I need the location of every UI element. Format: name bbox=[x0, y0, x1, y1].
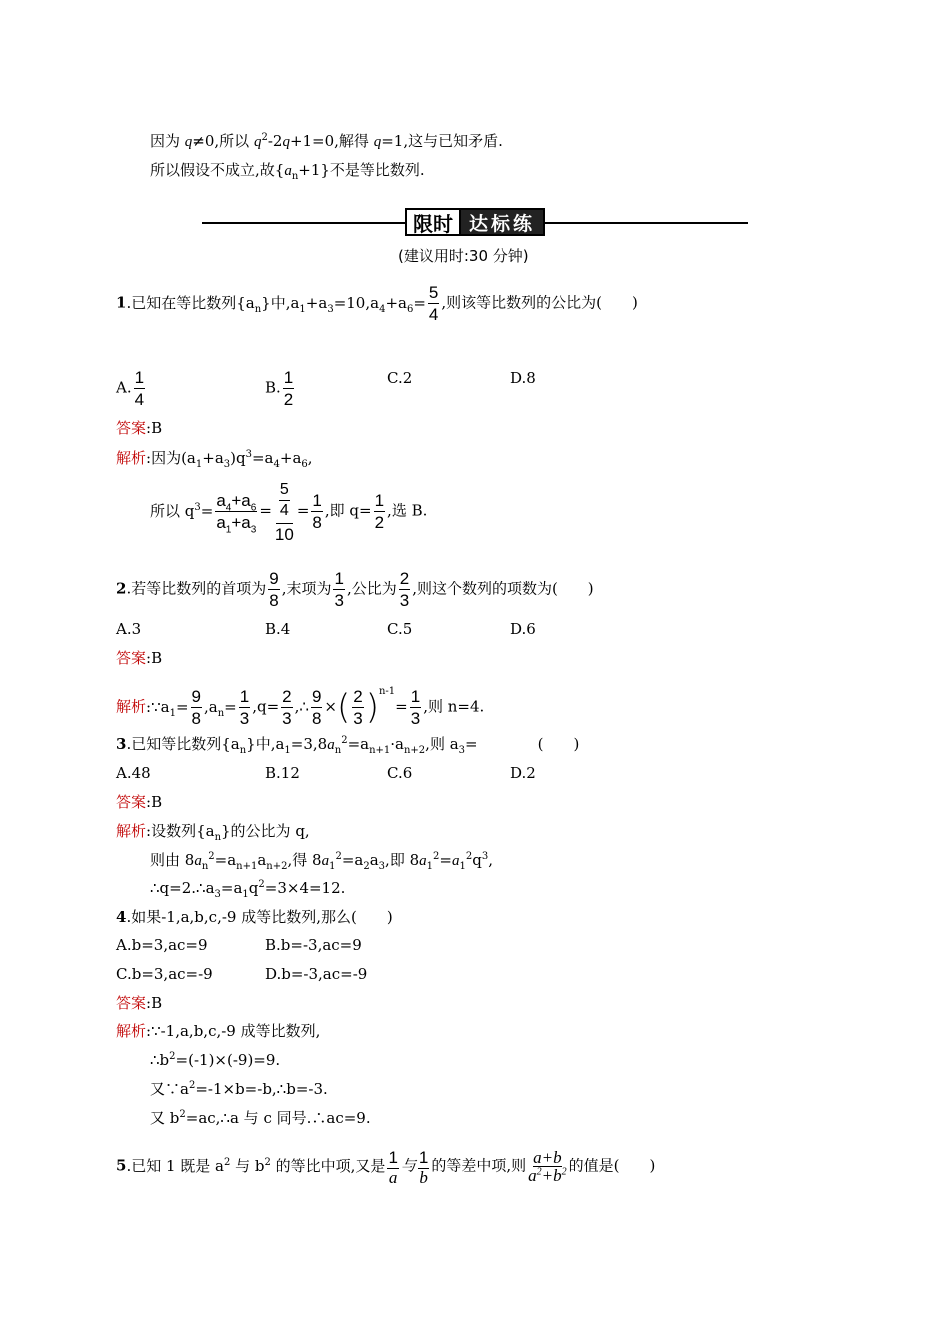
q3-analysis-3: $\therefore q=2.\therefore a_3=a_1q^2=3\times 4=12$. bbox=[150, 879, 346, 900]
question-4: 4.如果-1,a,b,c,-9 成等比数列,那么( ) bbox=[116, 908, 393, 926]
q1-answer: 答案:B bbox=[116, 419, 163, 437]
q4-option-d[interactable]: D.b=-3,ac=-9 bbox=[265, 965, 368, 983]
section-title: 限时 bbox=[405, 208, 459, 236]
question-2: 2.若等比数列的首项为 $\frac{9}{8}$ ,末项为 $\frac{1}{3}$ ,公比为 $\frac{2}{3}$ ,则这个数列的项数为( ) bbox=[116, 569, 594, 610]
q4-analysis-2: $\therefore b^2=(-1)\times(-9)=9$. bbox=[150, 1051, 281, 1069]
q4-analysis-3: 又$\because a^2=-1\times b=-b,\therefore b=-3$. bbox=[150, 1080, 328, 1098]
header-rule-left bbox=[202, 222, 405, 224]
q1-option-d[interactable]: D.8 bbox=[510, 369, 536, 387]
q2-option-d[interactable]: D.6 bbox=[510, 620, 536, 638]
q4-answer: 答案:B bbox=[116, 994, 163, 1012]
section-header bbox=[405, 208, 545, 236]
q4-option-a[interactable]: A.b=3,ac=9 bbox=[116, 936, 208, 954]
q3-option-b[interactable]: B.12 bbox=[265, 764, 300, 782]
q2-option-b[interactable]: B.4 bbox=[265, 620, 291, 638]
q1-analysis: 解析:因为$(a_1+a_3)q^3=a_4+a_6$, bbox=[116, 449, 313, 470]
q1-option-b[interactable]: B. $\frac{1}{2}$ bbox=[265, 368, 294, 409]
section-badge: 达标练 bbox=[459, 208, 545, 236]
proof-line-2: 所以假设不成立,故$\{a_n+1\}$不是等比数列. bbox=[150, 161, 425, 182]
header-rule-right bbox=[545, 222, 748, 224]
q3-analysis-2: 则由 $8a_n^2=a_{n+1}a_{n+2}$,得 $8a_1^2=a_2a_3$,即 $8a_1^2=a_1^2q^3$, bbox=[150, 851, 493, 872]
q4-analysis-1: 解析:∵-1,a,b,c,-9 成等比数列, bbox=[116, 1022, 321, 1040]
q3-option-d[interactable]: D.2 bbox=[510, 764, 536, 782]
q1-frac: $\frac{5}{4}$ bbox=[428, 283, 439, 324]
question-5: 5.已知 1 既是 $a^2$ 与 $b^2$ 的等比中项,又是 $\frac{1}{a}$ 与 $\frac{1}{b}$ 的等差中项,则 $\frac{a+b}{a^2+b^2}$ 的值是( ) bbox=[116, 1148, 656, 1187]
q4-analysis-4: 又 $b^2=ac,\therefore a$ 与 c 同号.∴ac=9. bbox=[150, 1109, 371, 1127]
proof-line-1: 因为 q≠0,所以 $q^2-2q+1=0$,解得 q=1,这与已知矛盾. bbox=[150, 132, 503, 150]
q2-answer: 答案:B bbox=[116, 649, 163, 667]
q1-option-a[interactable]: A. $\frac{1}{4}$ bbox=[116, 368, 145, 409]
q3-analysis-1: 解析:设数列$\{a_n\}$的公比为 q, bbox=[116, 822, 310, 843]
q2-option-a[interactable]: A.3 bbox=[116, 620, 142, 638]
time-hint: (建议用时:30 分钟) bbox=[398, 247, 529, 265]
q4-option-b[interactable]: B.b=-3,ac=9 bbox=[265, 936, 362, 954]
q2-option-c[interactable]: C.5 bbox=[387, 620, 413, 638]
q4-option-c[interactable]: C.b=3,ac=-9 bbox=[116, 965, 213, 983]
q1-option-c[interactable]: C.2 bbox=[387, 369, 413, 387]
q3-option-a[interactable]: A.48 bbox=[116, 764, 151, 782]
q3-option-c[interactable]: C.6 bbox=[387, 764, 413, 782]
q3-answer: 答案:B bbox=[116, 793, 163, 811]
question-3: 3.已知等比数列$\{a_n\}$中$,a_1=3,8a_n^2=a_{n+1}\cdot a_{n+2}$,则 $a_3=$ ( ) bbox=[116, 735, 580, 756]
question-1: 1.已知在等比数列$\{a_n\}$中$,a_1+a_3=10,a_4+a_6=$ $\frac{5}{4}$ ,则该等比数列的公比为( ) bbox=[116, 283, 638, 324]
q2-analysis: 解析$:\because a_1=$ $\frac{9}{8}$ $,a_n=$ $\frac{1}{3}$ ,q= $\frac{2}{3}$ ,∴ $\frac{9}{8}$ ×( $\frac{2}{3}$ )$^{n-1}$= $\frac{1}{3}$ ,则 n=4. bbox=[116, 685, 485, 728]
q1-analysis-formula: 所以 $q^3=$ $\frac{a_4+a_6}{a_1+a_3}$ = $\frac{\frac{5}{4}}{10}$ = $\frac{1}{8}$ ,即 q= $\frac{1}{2}$ ,选 B. bbox=[150, 478, 427, 545]
